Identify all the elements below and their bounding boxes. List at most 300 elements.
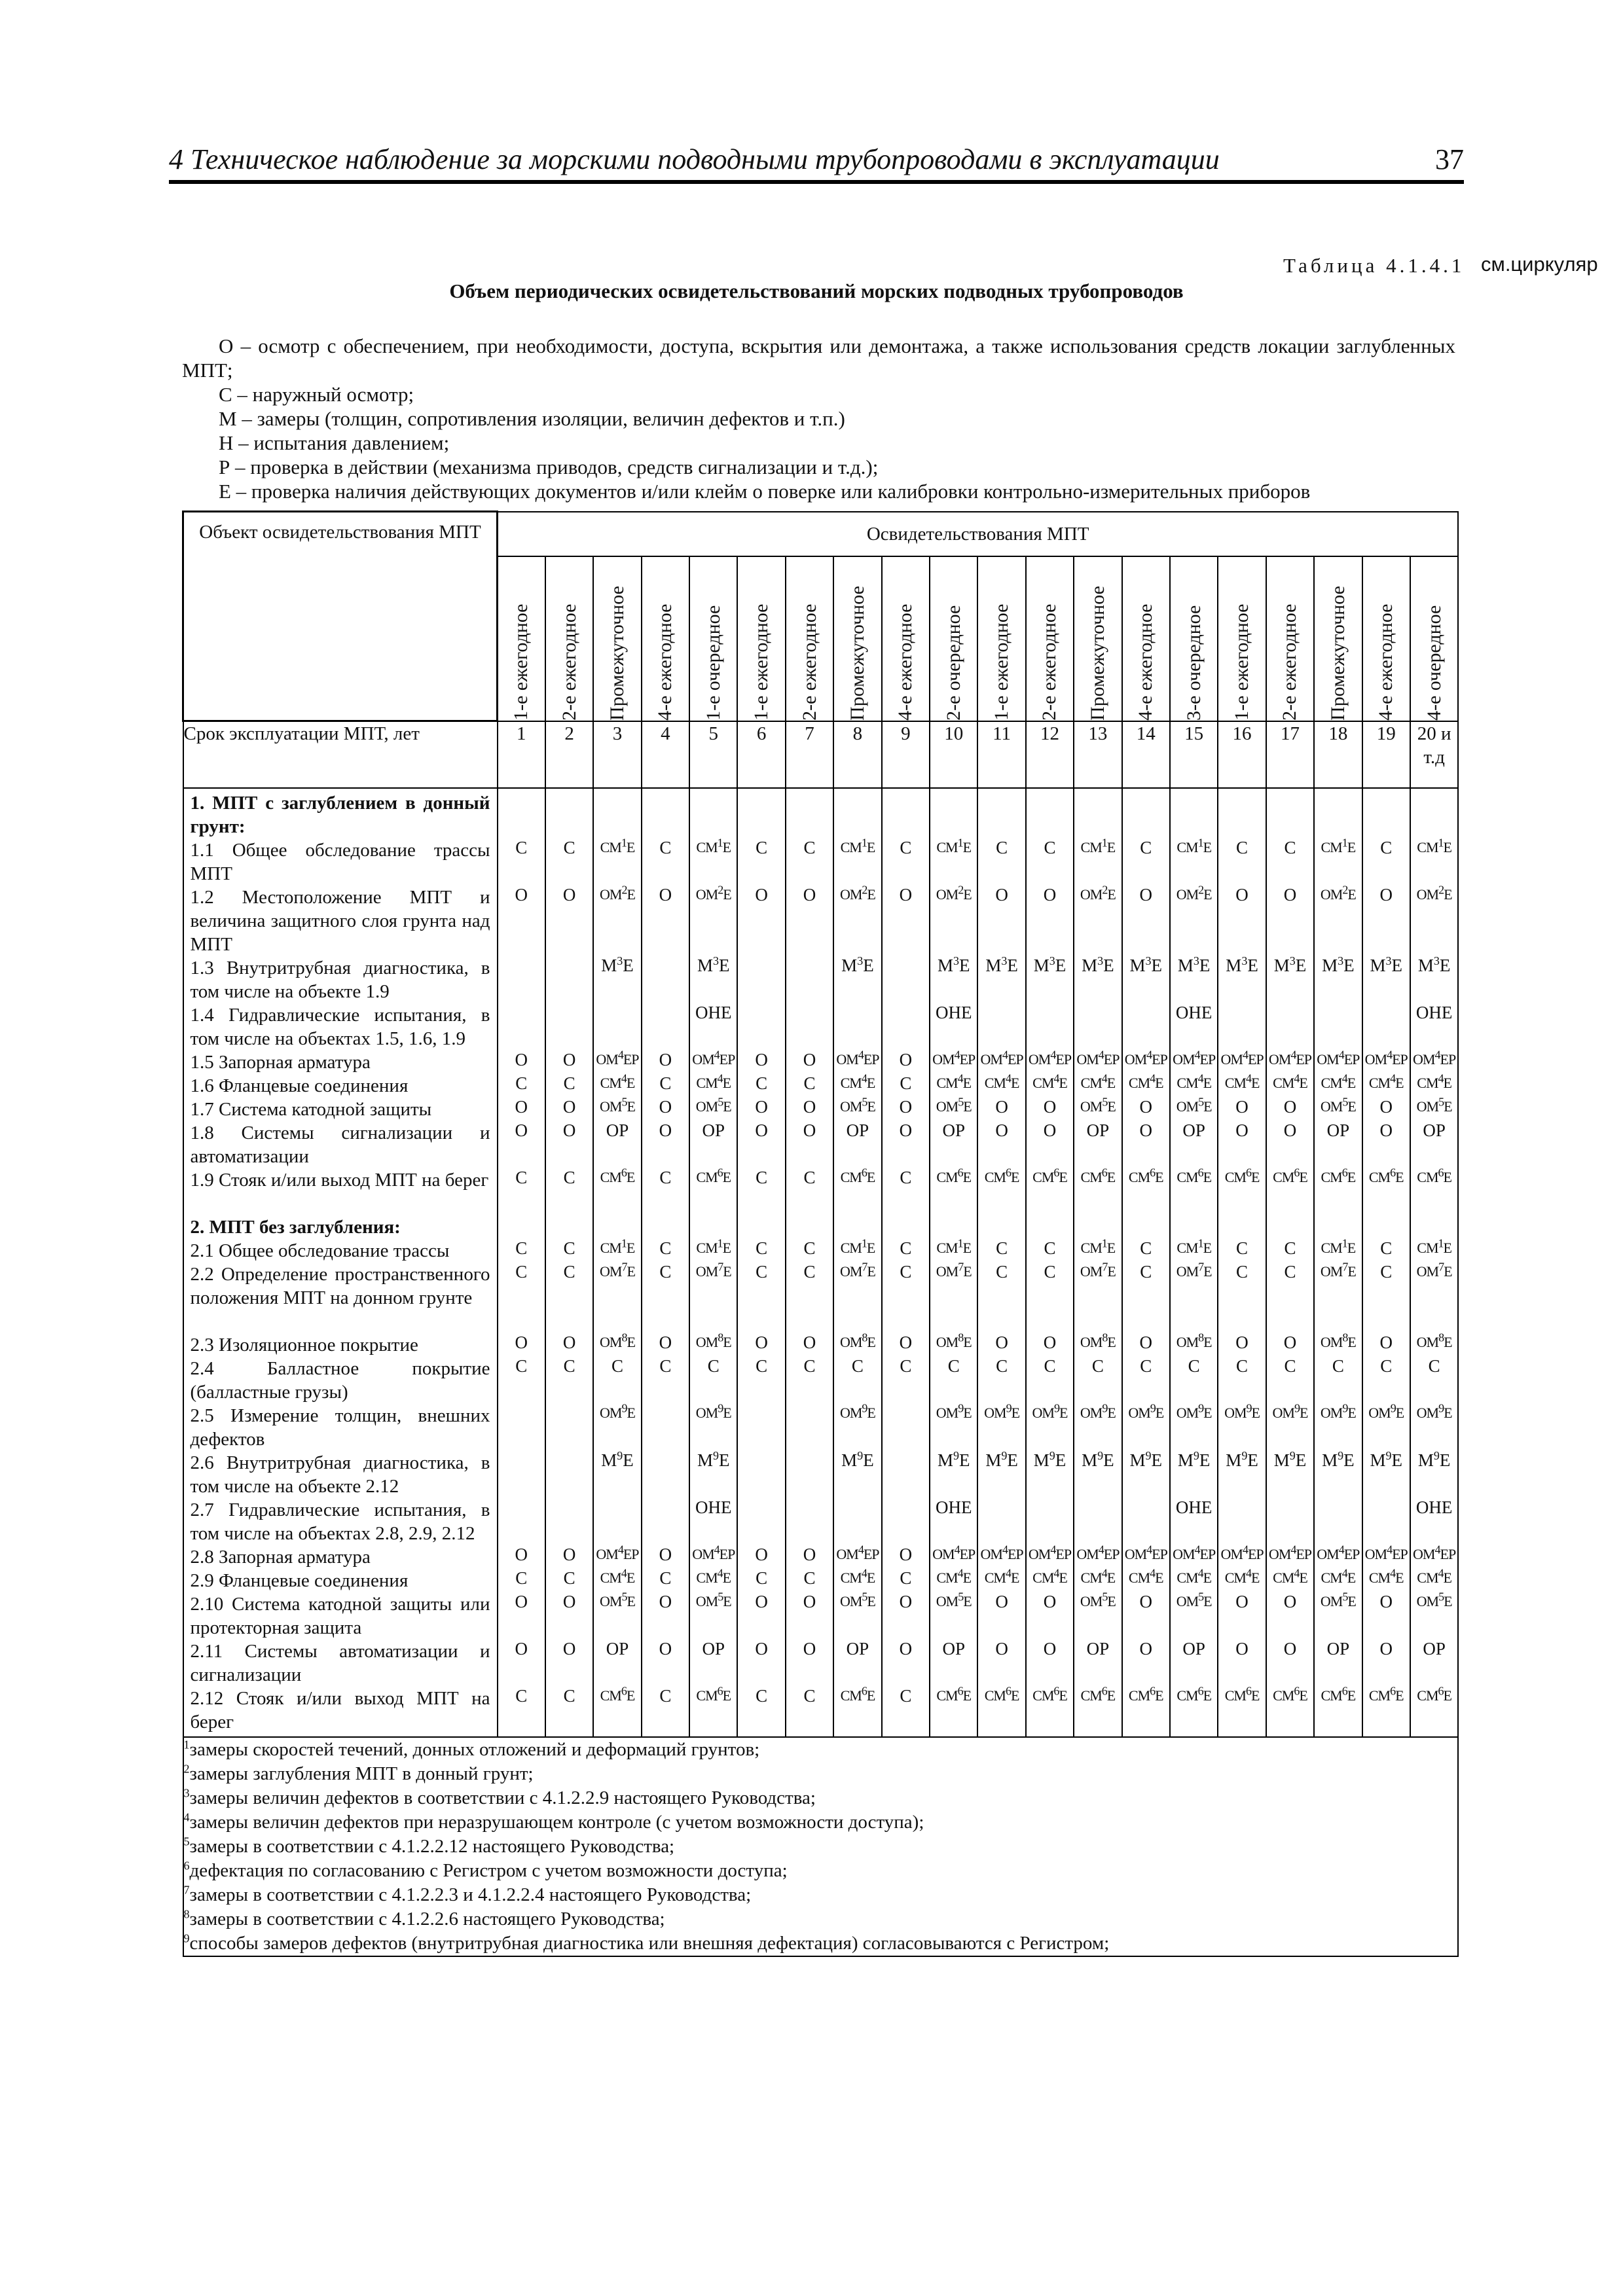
table-cell: С [515, 1238, 528, 1258]
table-cell: $СМ^4Е$ [1032, 1566, 1067, 1586]
table-cell: $М^9Е$ [985, 1448, 1018, 1470]
exam-column-cells [1410, 788, 1458, 1737]
table-cell: $СМ^1Е$ [1176, 836, 1212, 855]
table-cell: С [996, 1261, 1008, 1282]
object-item-label: 1.5 Запорная арматура [190, 1051, 371, 1073]
table-cell: $ОМ^5Е$ [839, 1590, 875, 1609]
exam-type-label: 4-е очередное [1423, 605, 1445, 721]
table-cell: О [659, 1591, 672, 1611]
exam-type-label: 1-е ежегодное [750, 603, 773, 721]
table-cell [594, 789, 640, 836]
table-cell: О [1139, 1332, 1153, 1352]
table-cell: С [756, 1238, 768, 1258]
table-cell: $СМ^1Е$ [936, 1236, 972, 1256]
table-cell: С [1140, 837, 1152, 857]
table-cell: ОР [1326, 1638, 1350, 1659]
exams-header: Освидетельствования МПТ [498, 512, 1459, 556]
table-cell: О [515, 1332, 528, 1352]
table-cell: $СМ^1Е$ [1080, 836, 1116, 855]
table-cell: О [1235, 1096, 1249, 1117]
table-cell: $СМ^1Е$ [1176, 1236, 1212, 1256]
table-cell: ОР [606, 1120, 629, 1140]
table-cell: О [659, 1544, 672, 1564]
table-cell: ОР [1182, 1120, 1205, 1140]
table-cell [1027, 1496, 1073, 1543]
table-cell: $ОМ^4ЕР$ [1173, 1543, 1216, 1562]
table-cell [1074, 1213, 1121, 1236]
table-cell: О [1043, 1096, 1057, 1117]
exam-column-cells [1362, 788, 1410, 1737]
table-cell [883, 789, 929, 836]
table-cell [1363, 1496, 1410, 1543]
exam-type-header [786, 556, 833, 721]
table-cell: $ОМ^9Е$ [600, 1401, 635, 1421]
table-cell: С [996, 1355, 1008, 1376]
exam-type-header [1218, 556, 1266, 721]
legend-item: Е – проверка наличия действующих документов и/или клейм о поверке или калибровки контрольно-измерительных приборов [219, 480, 1311, 503]
table-cell: С [659, 1568, 672, 1588]
table-cell: $М^9Е$ [1370, 1448, 1402, 1470]
exam-type-header [689, 556, 737, 721]
table-cell: ОР [1326, 1120, 1350, 1140]
table-cell: $СМ^6Е$ [1224, 1684, 1260, 1704]
footnote: $^3$замеры величин дефектов в соответствии с 4.1.2.2.9 настоящего Руководства; [183, 1785, 816, 1808]
object-item-label: 1.2 Местоположение МПТ и величина защитного слоя грунта над МПТ [190, 886, 490, 955]
exam-type-header [833, 556, 881, 721]
table-cell [546, 1448, 593, 1496]
table-cell: О [562, 1096, 576, 1117]
table-cell: $ОМ^4ЕР$ [1028, 1048, 1072, 1067]
table-cell [642, 1001, 689, 1048]
table-cell: С [1428, 1355, 1440, 1376]
footnote: $^9$способы замеров дефектов (внутритрубная диагностика или внешняя дефектация) согласовываются с Регистром; [183, 1931, 1110, 1954]
table-cell: $ОМ^5Е$ [695, 1095, 731, 1115]
table-cell: $СМ^4Е$ [1273, 1071, 1307, 1091]
table-cell: О [1235, 1120, 1249, 1140]
exam-column-cells [1266, 788, 1314, 1737]
table-cell: О [1139, 884, 1153, 905]
table-cell: $М^9Е$ [1273, 1448, 1307, 1470]
table-cell: О [1235, 1332, 1249, 1352]
object-item-label: 1.6 Фланцевые соединения [190, 1075, 409, 1096]
table-cell: $СМ^1Е$ [840, 836, 875, 855]
table-cell: С [1236, 1238, 1249, 1258]
table-cell: С [947, 1355, 960, 1376]
year-cell: 19 [1362, 721, 1410, 788]
table-cell: О [755, 884, 768, 905]
table-cell: О [659, 1096, 672, 1117]
table-cell: С [996, 837, 1008, 857]
exam-column-cells [786, 788, 833, 1737]
legend-item: Н – испытания давлением; [219, 431, 450, 454]
table-cell: О [995, 1332, 1008, 1352]
table-cell: О [899, 1096, 913, 1117]
exam-type-header [1266, 556, 1314, 721]
table-cell: $ОМ^8Е$ [839, 1331, 875, 1350]
table-cell [1363, 1213, 1410, 1236]
table-cell: С [756, 837, 768, 857]
table-cell [690, 1213, 737, 1236]
table-cell: $М^9Е$ [1082, 1448, 1114, 1470]
table-cell [883, 954, 929, 1001]
table-cell [1267, 1496, 1313, 1543]
table-cell [883, 1401, 929, 1448]
object-labels-column [183, 788, 498, 1737]
table-cell: С [1380, 1238, 1393, 1258]
table-cell: $ОМ^4ЕР$ [1124, 1048, 1167, 1067]
exam-type-header [1314, 556, 1362, 721]
table-cell: $ОМ^4ЕР$ [1413, 1048, 1456, 1067]
legend-item: О – осмотр с обеспечением, при необходимости, доступа, вскрытия или демонтажа, а также использования средств локации заглубленных МПТ; [182, 334, 1455, 382]
table-cell: $ОМ^4ЕР$ [1364, 1048, 1408, 1067]
table-cell: $М^3Е$ [1273, 954, 1307, 975]
table-cell: $ОМ^8Е$ [1320, 1331, 1356, 1350]
table-cell: ОР [1423, 1120, 1446, 1140]
table-cell: С [515, 1167, 528, 1187]
exam-type-header [498, 556, 545, 721]
table-cell: О [995, 1638, 1008, 1659]
table-cell: $ОМ^9Е$ [839, 1401, 875, 1421]
table-cell: $ОМ^4ЕР$ [836, 1048, 879, 1067]
table-cell: С [659, 1355, 672, 1376]
table-cell: $ОМ^4ЕР$ [1076, 1543, 1120, 1562]
exam-column-cells [593, 788, 641, 1737]
object-item-label: 2.10 Система катодной защиты или протекторная защита [190, 1593, 490, 1638]
table-cell: $ОМ^2Е$ [839, 883, 875, 903]
exam-column-cells [545, 788, 593, 1737]
object-item-label: 1.1 Общее обследование трассы МПТ [190, 839, 490, 884]
table-cell [930, 1213, 977, 1236]
exam-type-label: Промежуточное [606, 585, 628, 721]
object-item-label: 2.3 Изоляционное покрытие [190, 1334, 418, 1355]
table-cell [594, 1001, 640, 1048]
table-cell: $ОМ^9Е$ [1080, 1401, 1116, 1421]
exam-type-header [642, 556, 689, 721]
table-cell: $ОМ^4ЕР$ [1028, 1543, 1072, 1562]
table-cell: О [755, 1096, 768, 1117]
table-cell [978, 789, 1025, 836]
table-cell: $СМ^6Е$ [984, 1166, 1019, 1185]
exam-type-label: 2-е ежегодное [798, 603, 820, 721]
table-cell: О [515, 1544, 528, 1564]
table-cell: $ОМ^9Е$ [1176, 1401, 1212, 1421]
object-item-label: 2.11 Системы автоматизации и сигнализации [190, 1640, 490, 1685]
exam-column-cells [1218, 788, 1266, 1737]
table-cell: О [515, 1096, 528, 1117]
table-cell: С [515, 1355, 528, 1376]
exam-column-cells [833, 788, 881, 1737]
year-cell: 6 [737, 721, 785, 788]
table-cell: О [995, 1096, 1008, 1117]
table-cell: С [659, 1685, 672, 1706]
table-cell: О [1043, 884, 1057, 905]
table-cell: $ОМ^9Е$ [1368, 1401, 1404, 1421]
table-cell [546, 1213, 593, 1236]
table-cell: $ОМ^5Е$ [1416, 1095, 1452, 1115]
table-cell: $СМ^4Е$ [840, 1566, 875, 1586]
table-cell [738, 1401, 784, 1448]
year-cell: 1 [498, 721, 545, 788]
table-cell: О [1283, 1591, 1297, 1611]
table-cell [786, 954, 833, 1001]
object-header: Объект освидетельствования МПТ [183, 512, 498, 721]
table-cell: С [851, 1355, 864, 1376]
table-cell: С [1284, 1355, 1296, 1376]
year-cell: 2 [545, 721, 593, 788]
table-cell: $СМ^4Е$ [1417, 1071, 1451, 1091]
table-cell: $ОМ^5Е$ [1080, 1095, 1116, 1115]
year-cell: 16 [1218, 721, 1266, 788]
table-cell: $СМ^4Е$ [1080, 1071, 1116, 1091]
year-cell: 7 [786, 721, 833, 788]
table-cell: $СМ^1Е$ [600, 1236, 635, 1256]
table-cell: $М^9Е$ [601, 1448, 634, 1470]
table-cell: $ОМ^2Е$ [1080, 883, 1116, 903]
table-cell: С [1091, 1355, 1104, 1376]
table-cell: $ОМ^4ЕР$ [980, 1543, 1023, 1562]
table-cell: $М^9Е$ [1322, 1448, 1355, 1470]
table-cell: О [1043, 1638, 1057, 1659]
table-cell: С [659, 1261, 672, 1282]
table-cell: О [659, 1638, 672, 1659]
table-cell: $М^3Е$ [1417, 954, 1451, 975]
object-item-label: 2.1 Общее обследование трассы [190, 1240, 450, 1261]
table-cell: О [1283, 1638, 1297, 1659]
table-cell: $ОМ^4ЕР$ [1268, 1543, 1312, 1562]
table-cell: ОНЕ [1175, 1497, 1213, 1517]
table-cell: $ОМ^9Е$ [984, 1401, 1020, 1421]
table-cell: О [659, 1332, 672, 1352]
table-cell [1267, 1001, 1313, 1048]
table-cell: С [707, 1355, 720, 1376]
table-cell: С [659, 1167, 672, 1187]
table-cell: $М^3Е$ [1177, 954, 1211, 975]
table-cell: О [562, 1591, 576, 1611]
table-cell: $ОМ^9Е$ [1032, 1401, 1068, 1421]
table-cell [1123, 789, 1169, 836]
table-cell: $СМ^4Е$ [1128, 1071, 1163, 1091]
table-cell [1123, 1213, 1169, 1236]
table-cell [738, 789, 784, 836]
table-cell: О [562, 1544, 576, 1564]
object-item-label: 2.5 Измерение толщин, внешних дефектов [190, 1405, 490, 1450]
table-cell: ОР [1086, 1120, 1110, 1140]
table-cell [1315, 1213, 1361, 1236]
table-cell: О [803, 1591, 816, 1611]
table-cell [1315, 1001, 1361, 1048]
table-cell: $М^3Е$ [601, 954, 634, 975]
table-cell: О [755, 1638, 768, 1659]
table-cell: С [1284, 837, 1296, 857]
table-cell: ОР [606, 1638, 629, 1659]
table-cell: $СМ^4Е$ [1080, 1566, 1116, 1586]
year-cell: 3 [593, 721, 641, 788]
table-cell: $СМ^6Е$ [840, 1684, 875, 1704]
table-cell: О [899, 1638, 913, 1659]
table-cell [1123, 1496, 1169, 1543]
table-cell [642, 1448, 689, 1496]
table-cell [883, 1496, 929, 1543]
table-cell: $М^3Е$ [1129, 954, 1163, 975]
exam-type-header [1074, 556, 1122, 721]
table-cell: О [803, 884, 816, 905]
table-cell: О [899, 1332, 913, 1352]
table-cell [834, 789, 881, 836]
table-cell: $СМ^6Е$ [1128, 1684, 1163, 1704]
table-cell: С [563, 1261, 575, 1282]
table-cell: О [659, 1049, 672, 1069]
table-cell [498, 1213, 545, 1236]
table-cell [1027, 1213, 1073, 1236]
table-cell: $СМ^6Е$ [1224, 1166, 1260, 1185]
table-cell: $СМ^6Е$ [1080, 1166, 1116, 1185]
exam-type-label: 2-е очередное [942, 605, 964, 721]
table-cell [1074, 1001, 1121, 1048]
table-cell: $СМ^6Е$ [984, 1684, 1019, 1704]
table-cell: ОНЕ [1415, 1497, 1453, 1517]
legend-item: Р – проверка в действии (механизма приводов, средств сигнализации и т.д.); [219, 456, 879, 478]
table-cell: $СМ^6Е$ [936, 1684, 972, 1704]
table-cell [546, 1001, 593, 1048]
table-cell: $ОМ^4ЕР$ [1317, 1543, 1360, 1562]
table-cell: О [1379, 1591, 1393, 1611]
table-cell: О [755, 1544, 768, 1564]
table-cell: $СМ^1Е$ [600, 836, 635, 855]
table-cell [1411, 1213, 1457, 1236]
table-cell: $СМ^6Е$ [1368, 1684, 1404, 1704]
table-cell: С [900, 1073, 912, 1093]
table-cell: $ОМ^5Е$ [1176, 1095, 1212, 1115]
table-cell [642, 1496, 689, 1543]
table-cell: О [899, 1591, 913, 1611]
table-title: Объем периодических освидетельствований морских подводных трубопроводов [449, 279, 1184, 302]
table-cell [1315, 789, 1361, 836]
table-cell: $М^3Е$ [697, 954, 730, 975]
table-cell: $ОМ^9Е$ [1272, 1401, 1308, 1421]
table-cell: $СМ^4Е$ [984, 1071, 1019, 1091]
table-cell: ОНЕ [1175, 1002, 1213, 1022]
exam-type-label: 1-е ежегодное [991, 603, 1013, 721]
table-cell: $ОМ^4ЕР$ [1268, 1048, 1312, 1067]
exam-type-label: Промежуточное [1326, 585, 1349, 721]
table-cell: О [562, 1638, 576, 1659]
table-cell: ОР [702, 1120, 725, 1140]
year-cell: 9 [882, 721, 930, 788]
table-cell: $СМ^4Е$ [1224, 1566, 1260, 1586]
year-cell: 15 [1170, 721, 1218, 788]
table-cell: $ОМ^7Е$ [839, 1260, 875, 1280]
exam-type-header [1410, 556, 1458, 721]
object-item-label: 1.3 Внутритрубная диагностика, в том числе на объекте 1.9 [190, 957, 490, 1002]
table-cell [1363, 789, 1410, 836]
footnote: $^7$замеры в соответствии с 4.1.2.2.3 и 4.1.2.2.4 настоящего Руководства; [183, 1882, 752, 1905]
exam-type-header [1170, 556, 1218, 721]
table-cell: О [803, 1332, 816, 1352]
table-cell: О [1379, 1096, 1393, 1117]
section-heading: 1. МПТ с заглублением в донный грунт: [190, 792, 490, 837]
table-cell: С [1044, 1355, 1056, 1376]
table-cell [738, 954, 784, 1001]
table-cell: С [563, 1568, 575, 1588]
footnote: $^5$замеры в соответствии с 4.1.2.2.12 настоящего Руководства; [183, 1834, 675, 1857]
table-cell: О [899, 884, 913, 905]
exam-column-cells [1314, 788, 1362, 1737]
table-cell: С [563, 1685, 575, 1706]
table-cell: О [1379, 884, 1393, 905]
table-cell: ОНЕ [935, 1002, 972, 1022]
table-cell: С [803, 1238, 816, 1258]
table-cell: $ОМ^5Е$ [695, 1590, 731, 1609]
table-cell: $СМ^4Е$ [696, 1566, 731, 1586]
table-cell: С [1284, 1238, 1296, 1258]
table-cell: $СМ^4Е$ [600, 1566, 635, 1586]
table-cell: $М^3Е$ [1082, 954, 1114, 975]
exam-type-label: 4-е ежегодное [894, 603, 917, 721]
table-cell [883, 1213, 929, 1236]
table-cell: $ОМ^9Е$ [1320, 1401, 1356, 1421]
table-cell: О [1379, 1638, 1393, 1659]
table-cell: О [755, 1332, 768, 1352]
table-cell: $ОМ^7Е$ [1320, 1260, 1356, 1280]
table-cell: $СМ^4Е$ [936, 1566, 972, 1586]
table-cell: О [755, 1120, 768, 1140]
table-cell [546, 789, 593, 836]
exam-type-header [593, 556, 641, 721]
table-cell: $СМ^6Е$ [1080, 1684, 1116, 1704]
table-cell: О [562, 884, 576, 905]
table-cell: ОР [846, 1638, 869, 1659]
table-cell: С [1140, 1355, 1152, 1376]
table-cell: $ОМ^5Е$ [1320, 1095, 1356, 1115]
table-cell: С [1044, 1238, 1056, 1258]
table-cell: С [611, 1355, 623, 1376]
exam-type-label: 1-е очередное [702, 605, 724, 721]
object-item-label: 2.6 Внутритрубная диагностика, в том числе на объекте 2.12 [190, 1452, 490, 1497]
table-cell: О [1235, 1591, 1249, 1611]
service-life-label: Срок эксплуатации МПТ, лет [183, 721, 498, 788]
year-cell: 14 [1122, 721, 1170, 788]
exam-column-cells [1170, 788, 1218, 1737]
exam-column-cells [642, 788, 689, 1737]
table-cell: $М^3Е$ [1322, 954, 1355, 975]
year-cell: 20 и т.д [1410, 721, 1458, 788]
table-cell: $М^3Е$ [1370, 954, 1402, 975]
table-cell [1218, 1001, 1265, 1048]
object-item-label: 2.12 Стояк и/или выход МПТ на берег [190, 1687, 490, 1732]
table-cell: С [900, 837, 912, 857]
exam-column-cells [737, 788, 785, 1737]
legend [182, 334, 1455, 503]
exam-column-cells [1026, 788, 1074, 1737]
table-cell [1171, 1213, 1217, 1236]
table-cell [834, 1213, 881, 1236]
footnotes [183, 1737, 1459, 1956]
table-cell [1218, 1496, 1265, 1543]
table-cell [1267, 789, 1313, 836]
table-cell [498, 789, 545, 836]
table-cell: О [1235, 884, 1249, 905]
table-cell [594, 1213, 640, 1236]
exam-column-cells [1122, 788, 1170, 1737]
table-cell: $СМ^1Е$ [1417, 836, 1451, 855]
table-cell: $ОМ^8Е$ [1416, 1331, 1452, 1350]
table-cell [498, 954, 545, 1001]
table-cell: $М^9Е$ [1417, 1448, 1451, 1470]
table-cell: О [1043, 1332, 1057, 1352]
table-cell [1074, 789, 1121, 836]
table-cell: С [515, 1685, 528, 1706]
table-cell: О [515, 884, 528, 905]
